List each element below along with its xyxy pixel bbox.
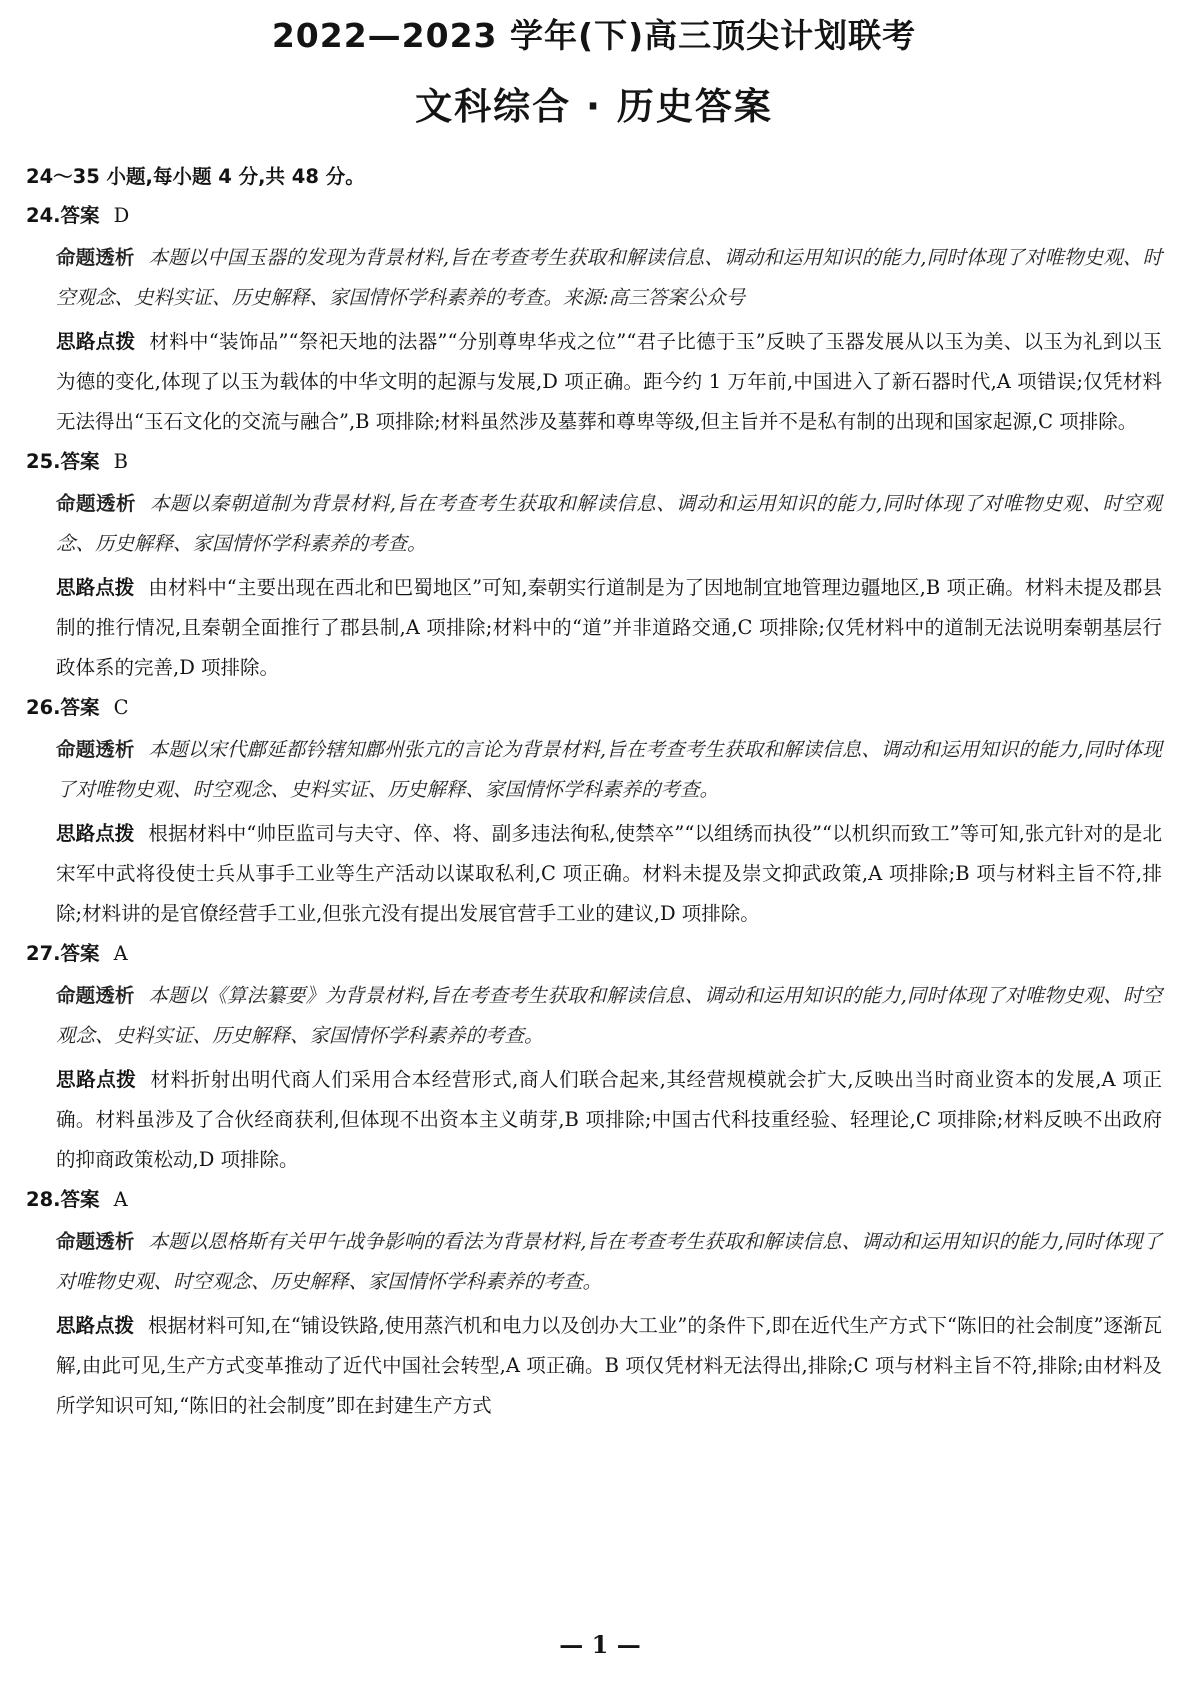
hint-label: 思路点拨 [56,330,136,353]
page-number: — 1 — [559,1630,641,1659]
question-26 [26,692,1162,934]
answer-label: 答案 [60,696,100,719]
analysis-text: 本题以宋代鄜延都钤辖知鄜州张亢的言论为背景材料,旨在考查考生获取和解读信息、调动和运用知识的能力,同时体现了对唯物史观、时空观念、史料实证、历史解释、家国情怀学科素养的考查。 [56,738,1162,801]
scoring-intro: 24～35 小题,每小题 4 分,共 48 分。 [26,165,365,188]
analysis-label: 命题透析 [56,246,135,269]
question-number: 26. [26,696,61,719]
analysis-label: 命题透析 [56,738,135,761]
analysis-paragraph [56,730,1162,810]
hint-paragraph [56,1060,1162,1180]
analysis-paragraph [56,976,1162,1056]
hint-paragraph [56,814,1162,934]
question-28 [26,1184,1162,1426]
question-header [26,1184,1162,1216]
answer-value: C [113,696,129,719]
hint-text: 根据材料中“帅臣监司与夫守、倅、将、副多违法徇私,使禁卒”“以组绣而执役”“以机织而致工”等可知,张亢针对的是北宋军中武将役使士兵从事手工业等生产活动以谋取私利,C 项正确。材料未提及崇文抑武政策,A 项排除;B 项与材料主旨不符,排除;材料讲的是官僚经营手工业,但张亢没有提出发展官营手工业的建议,D 项排除。 [56,822,1163,925]
hint-paragraph [56,1306,1162,1426]
question-header [26,200,1162,232]
hint-label: 思路点拨 [56,1068,137,1091]
hint-label: 思路点拨 [56,822,135,845]
analysis-text: 本题以秦朝道制为背景材料,旨在考查考生获取和解读信息、调动和运用知识的能力,同时体现了对唯物史观、时空观念、历史解释、家国情怀学科素养的考查。 [56,492,1162,555]
hint-paragraph [56,322,1162,442]
analysis-label: 命题透析 [56,984,135,1007]
analysis-paragraph [56,484,1162,564]
answer-label: 答案 [60,942,100,965]
question-header [26,938,1162,970]
answer-value: B [113,450,128,473]
hint-label: 思路点拨 [56,576,135,599]
answer-label: 答案 [60,1188,100,1211]
analysis-label: 命题透析 [56,492,136,515]
answer-value: A [113,1188,128,1211]
answer-label: 答案 [60,204,100,227]
question-header [26,446,1162,478]
question-24 [26,200,1162,442]
question-number: 24. [26,204,61,227]
analysis-text: 本题以恩格斯有关甲午战争影响的看法为背景材料,旨在考查考生获取和解读信息、调动和运用知识的能力,同时体现了对唯物史观、时空观念、历史解释、家国情怀学科素养的考查。 [56,1230,1162,1293]
analysis-text: 本题以中国玉器的发现为背景材料,旨在考查考生获取和解读信息、调动和运用知识的能力,同时体现了对唯物史观、时空观念、史料实证、历史解释、家国情怀学科素养的考查。来源:高三答案公众号 [56,246,1162,309]
answer-label: 答案 [60,450,100,473]
answer-value: A [113,942,128,965]
analysis-label: 命题透析 [56,1230,135,1253]
question-number: 28. [26,1188,61,1211]
hint-text: 根据材料可知,在“铺设铁路,使用蒸汽机和电力以及创办大工业”的条件下,即在近代生产方式下“陈旧的社会制度”逐渐瓦解,由此可见,生产方式变革推动了近代中国社会转型,A 项正确。B 项仅凭材料无法得出,排除;C 项与材料主旨不符,排除;由材料及所学知识可知,“陈旧的社会制度”即在封建生产方式 [56,1314,1162,1417]
question-25 [26,446,1162,688]
hint-text: 材料折射出明代商人们采用合本经营形式,商人们联合起来,其经营规模就会扩大,反映出当时商业资本的发展,A 项正确。材料虽涉及了合伙经商获利,但体现不出资本主义萌芽,B 项排除;中国古代科技重经验、轻理论,C 项排除;材料反映不出政府的抑商政策松动,D 项排除。 [56,1068,1162,1171]
answer-value: D [113,204,130,227]
hint-paragraph [56,568,1162,688]
exam-subtitle: 文科综合 · 历史答案 [415,85,773,128]
exam-title: 2022—2023 学年(下)高三顶尖计划联考 [271,16,917,55]
hint-text: 材料中“装饰品”“祭祀天地的法器”“分别尊卑华戎之位”“君子比德于玉”反映了玉器发展从以玉为美、以玉为礼到以玉为德的变化,体现了以玉为载体的中华文明的起源与发展,D 项正确。距今约 1 万年前,中国进入了新石器时代,A 项错误;仅凭材料无法得出“玉石文化的交流与融合”,B 项排除;材料虽然涉及墓葬和尊卑等级,但主旨并不是私有制的出现和国家起源,C 项排除。 [56,330,1162,433]
analysis-paragraph [56,238,1162,318]
analysis-text: 本题以《算法纂要》为背景材料,旨在考查考生获取和解读信息、调动和运用知识的能力,同时体现了对唯物史观、时空观念、史料实证、历史解释、家国情怀学科素养的考查。 [56,984,1162,1047]
question-number: 25. [26,450,61,473]
question-27 [26,938,1162,1180]
hint-label: 思路点拨 [56,1314,135,1337]
analysis-paragraph [56,1222,1162,1302]
hint-text: 由材料中“主要出现在西北和巴蜀地区”可知,秦朝实行道制是为了因地制宜地管理边疆地区,B 项正确。材料未提及郡县制的推行情况,且秦朝全面推行了郡县制,A 项排除;材料中的“道”并非道路交通,C 项排除;仅凭材料中的道制无法说明秦朝基层行政体系的完善,D 项排除。 [56,576,1162,679]
question-number: 27. [26,942,61,965]
question-header [26,692,1162,724]
